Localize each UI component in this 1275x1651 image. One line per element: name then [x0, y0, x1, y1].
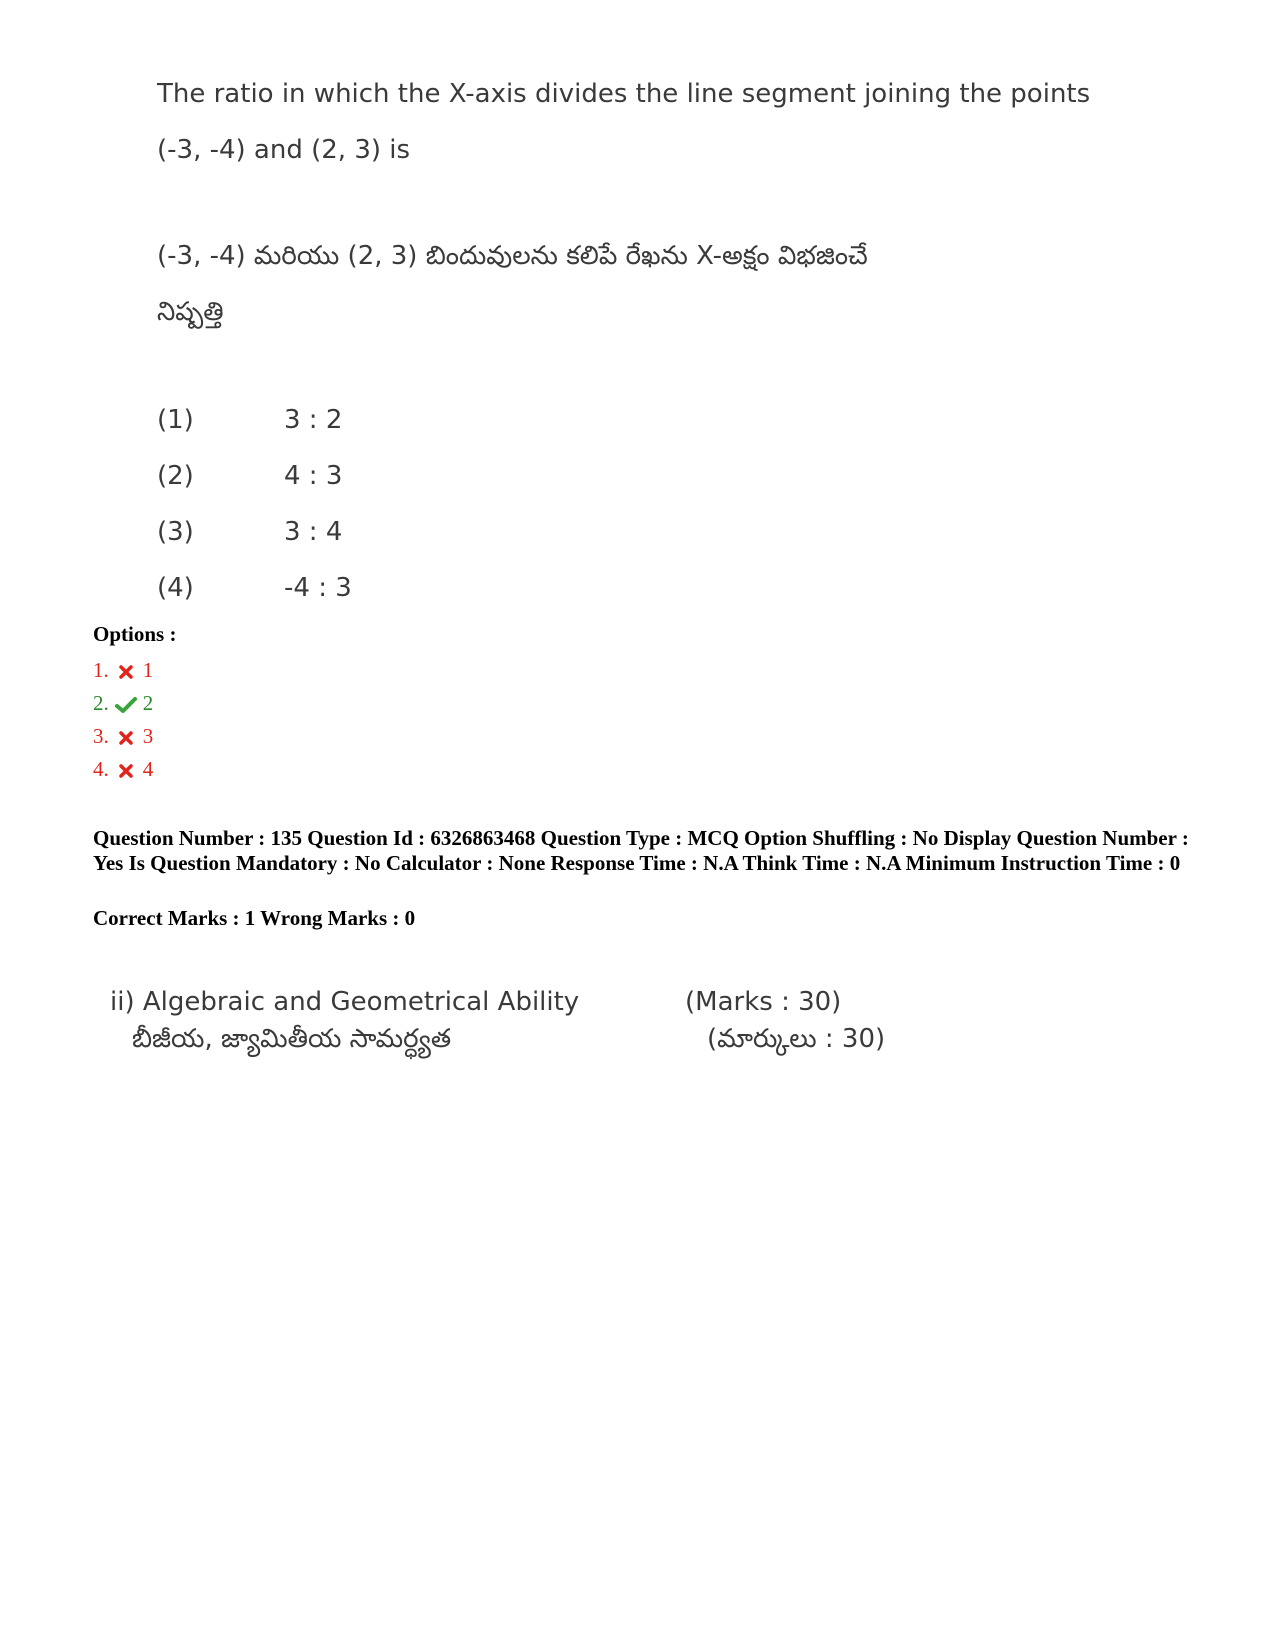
choice-text: -4 : 3: [284, 573, 352, 603]
option-prefix: 1.: [93, 658, 109, 682]
section-title-english: ii) Algebraic and Geometrical Ability: [110, 987, 580, 1017]
question-metadata: Question Number : 135 Question Id : 6326863468 Question Type : MCQ Option Shuffling : No Display Question Number : Yes Is Question Mandatory : No Calculator : None Response Time : N.A Think Time : N.A Minimum Instruction Time : 0: [93, 826, 1189, 875]
choice-2: [157, 448, 352, 504]
cross-icon: [113, 720, 139, 753]
options-heading: Options :: [93, 622, 177, 646]
option-3: [93, 720, 153, 753]
choice-3: [157, 504, 352, 560]
option-4: [93, 753, 153, 786]
choice-number: (3): [157, 517, 194, 547]
marks-info: Correct Marks : 1 Wrong Marks : 0: [93, 906, 416, 930]
question-telugu-line2: నిష్పత్తి: [157, 297, 224, 327]
option-value: 4: [142, 757, 154, 781]
option-value: 3: [142, 724, 154, 748]
section-marks-english: (Marks : 30): [685, 987, 842, 1017]
section-header: [110, 984, 1010, 1058]
cross-icon: [113, 654, 139, 687]
check-icon: [113, 687, 139, 720]
option-value: 2: [142, 691, 154, 715]
question-telugu: [157, 228, 868, 340]
option-prefix: 4.: [93, 757, 109, 781]
options-list: [93, 654, 153, 786]
choice-text: 3 : 4: [284, 517, 343, 547]
cross-icon: [113, 753, 139, 786]
option-2: [93, 687, 153, 720]
choice-4: [157, 560, 352, 616]
choice-number: (4): [157, 573, 194, 603]
option-prefix: 3.: [93, 724, 109, 748]
choice-number: (2): [157, 461, 194, 491]
answer-choices: [157, 392, 352, 616]
section-marks-telugu: (మార్కులు : 30): [707, 1024, 886, 1054]
choice-text: 4 : 3: [284, 461, 343, 491]
question-english-line2: (-3, -4) and (2, 3) is: [157, 135, 411, 165]
option-prefix: 2.: [93, 691, 109, 715]
choice-1: [157, 392, 352, 448]
section-title-telugu: బీజీయ, జ్యామితీయ సామర్ధ్యత: [132, 1024, 452, 1054]
choice-text: 3 : 2: [284, 405, 343, 435]
choice-number: (1): [157, 405, 194, 435]
option-value: 1: [142, 658, 154, 682]
question-telugu-line1: (-3, -4) మరియు (2, 3) బిందువులను కలిపే రేఖను X-అక్షం విభజించే: [157, 241, 868, 271]
question-english-line1: The ratio in which the X-axis divides the line segment joining the points: [157, 79, 1091, 109]
option-1: [93, 654, 153, 687]
question-english: [157, 66, 1090, 178]
